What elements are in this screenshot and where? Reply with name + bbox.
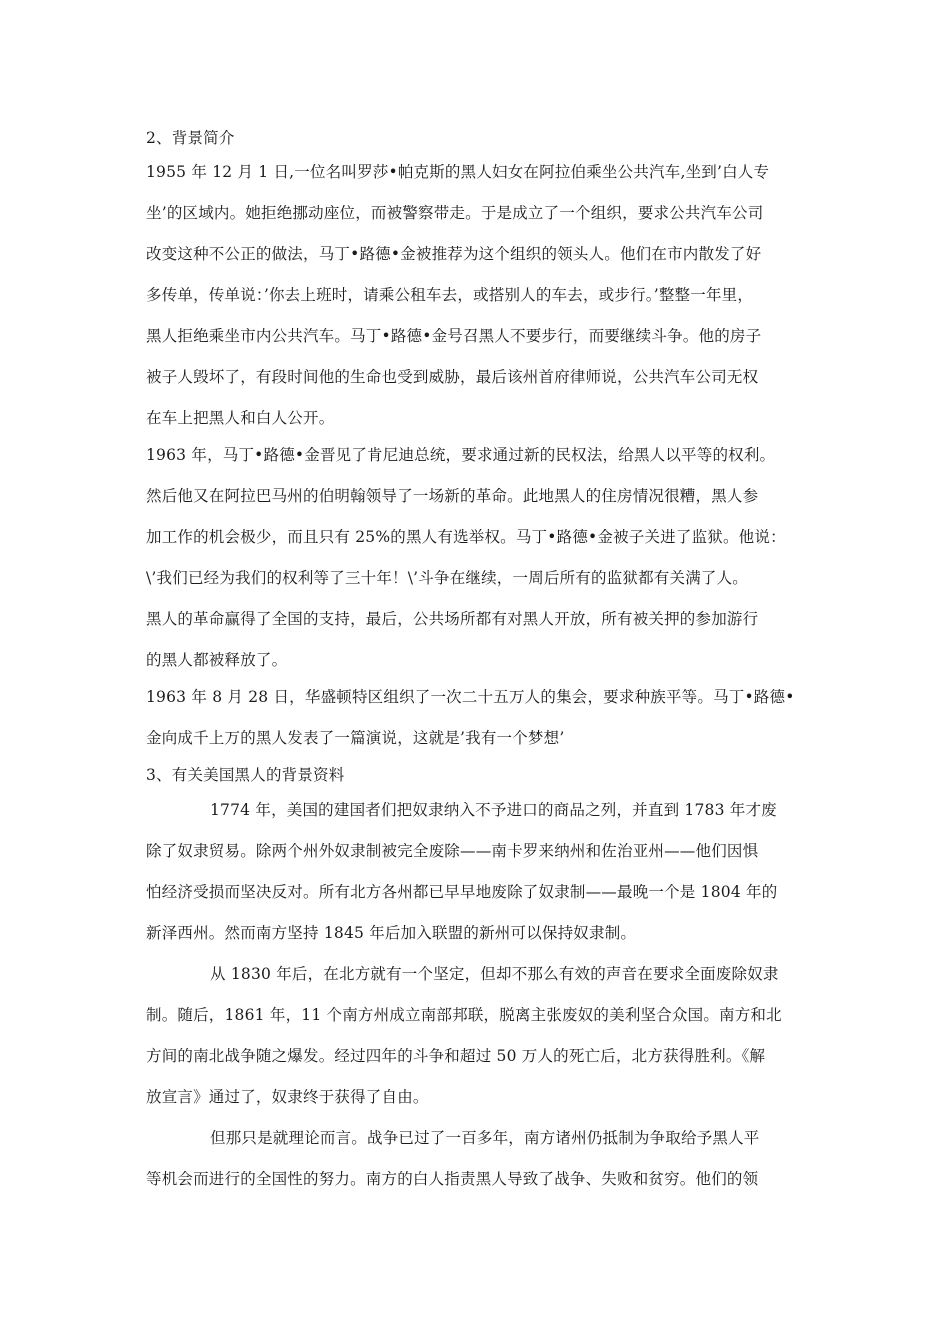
text-line: 制。随后，1861 年，11 个南方州成立南部邦联，脱离主张废奴的美利坚合众国。南方和北	[146, 1006, 782, 1024]
text-line: 1963 年 8 月 28 日，华盛顿特区组织了一次二十五万人的集会，要求种族平等。马丁•路德•	[146, 688, 795, 706]
text-line: 黑人拒绝乘坐市内公共汽车。马丁•路德•金号召黑人不要步行，而要继续斗争。他的房子	[146, 327, 762, 345]
text-line: 除了奴隶贸易。除两个州外奴隶制被完全废除——南卡罗来纳州和佐治亚州——他们因惧	[146, 842, 759, 860]
text-line: 放宣言》通过了，奴隶终于获得了自由。	[146, 1088, 429, 1106]
text-line: \’我们已经为我们的权利等了三十年！\’斗争在继续，一周后所有的监狱都有关满了人。	[146, 569, 749, 587]
text-line: 从 1830 年后，在北方就有一个坚定，但却不那么有效的声音在要求全面废除奴隶	[210, 965, 779, 983]
text-line: 在车上把黑人和白人公开。	[146, 409, 335, 427]
text-line: 改变这种不公正的做法，马丁•路德•金被推荐为这个组织的领头人。他们在市内散发了好	[146, 245, 762, 263]
text-line: 等机会而进行的全国性的努力。南方的白人指责黑人导致了战争、失败和贫穷。他们的领	[146, 1170, 759, 1188]
text-line: 然后他又在阿拉巴马州的伯明翰领导了一场新的革命。此地黑人的住房情况很糟，黑人参	[146, 487, 759, 505]
section-2-heading: 2、背景简介	[146, 129, 235, 147]
text-line: 1774 年，美国的建国者们把奴隶纳入不予进口的商品之列，并直到 1783 年才废	[210, 801, 777, 819]
text-line: 1963 年，马丁•路德•金晋见了肯尼迪总统，要求通过新的民权法，给黑人以平等的权利。	[146, 446, 776, 464]
text-line: 多传单，传单说：’你去上班时，请乘公租车去，或搭别人的车去，或步行。’整整一年里，	[146, 286, 754, 304]
text-line: 新泽西州。然而南方坚持 1845 年后加入联盟的新州可以保持奴隶制。	[146, 924, 637, 942]
section-3-heading: 3、有关美国黑人的背景资料	[146, 766, 345, 784]
text-line: 黑人的革命赢得了全国的支持，最后，公共场所都有对黑人开放，所有被关押的参加游行	[146, 610, 759, 628]
text-line: 坐’的区域内。她拒绝挪动座位，而被警察带走。于是成立了一个组织，要求公共汽车公司	[146, 204, 764, 222]
text-line: 的黑人都被释放了。	[146, 651, 288, 669]
text-line: 金向成千上万的黑人发表了一篇演说，这就是’我有一个梦想’	[146, 729, 565, 747]
text-line: 加工作的机会极少，而且只有 25%的黑人有选举权。马丁•路德•金被子关进了监狱。他说：	[146, 528, 786, 546]
text-line: 1955 年 12 月 1 日,一位名叫罗莎•帕克斯的黑人妇女在阿拉伯乘坐公共汽车,坐到’白人专	[146, 163, 770, 181]
text-line: 但那只是就理论而言。战争已过了一百多年，南方诸州仍抵制为争取给予黑人平	[210, 1129, 760, 1147]
text-line: 方间的南北战争随之爆发。经过四年的斗争和超过 50 万人的死亡后，北方获得胜利。《解	[146, 1047, 766, 1065]
text-line: 被子人毁坏了，有段时间他的生命也受到威胁，最后该州首府律师说，公共汽车公司无权	[146, 368, 759, 386]
text-line: 怕经济受损而坚决反对。所有北方各州都已早早地废除了奴隶制——最晚一个是 1804 年的	[146, 883, 778, 901]
